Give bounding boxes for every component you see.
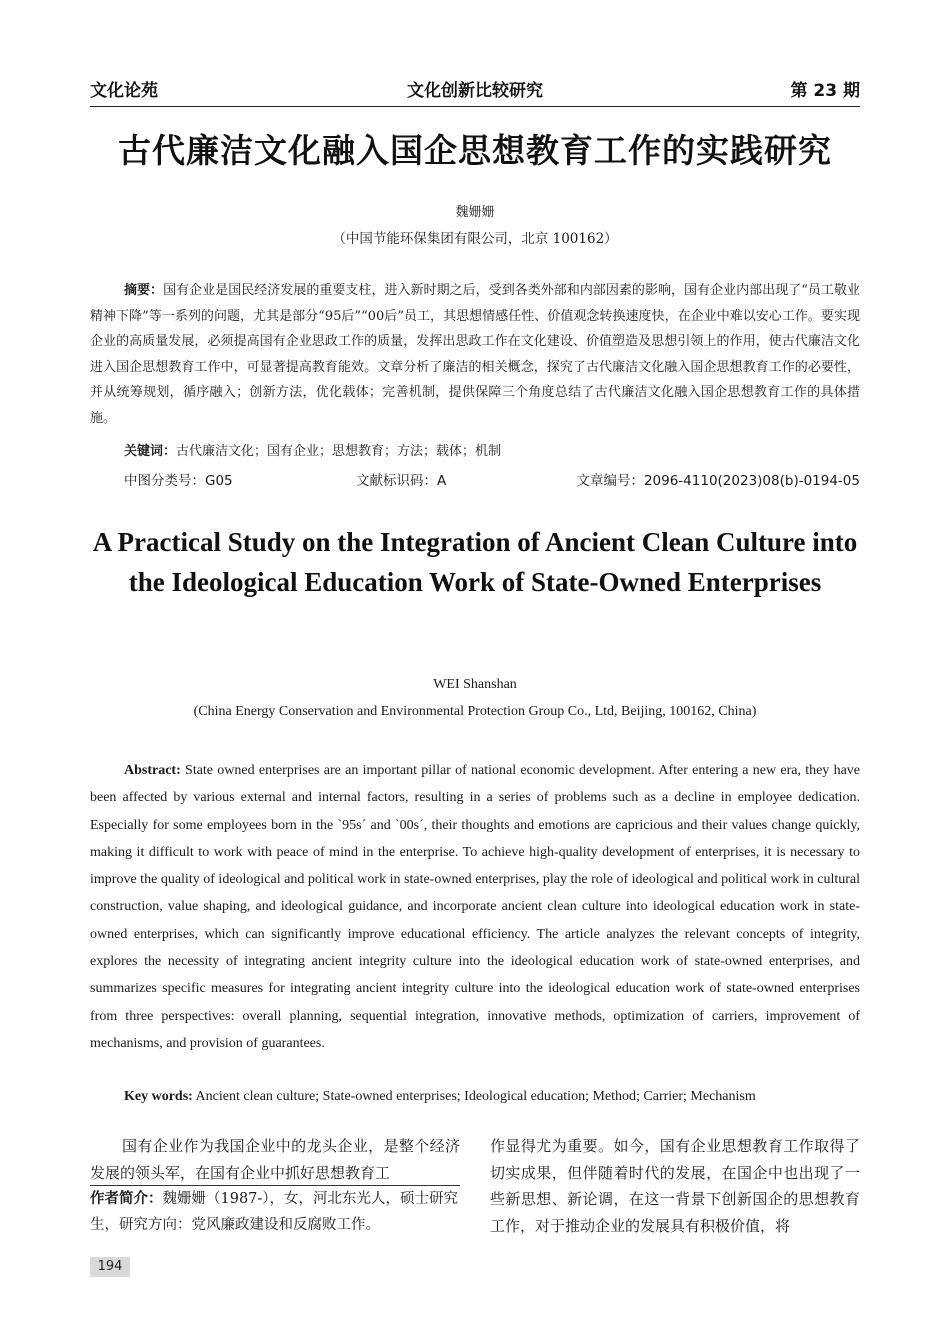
chinese-affiliation: （中国节能环保集团有限公司，北京 100162）: [332, 231, 618, 247]
footnote-text: 魏姗姗（1987-），女，河北东光人，硕士研究生，研究方向：党风廉政建设和反腐败工作。: [90, 1191, 459, 1233]
clc-number: 中图分类号：G05: [124, 473, 233, 489]
english-affiliation: (China Energy Conservation and Environmental Protection Group Co., Ltd, Beijing, 100162, China): [193, 704, 757, 719]
body-column-right: [490, 1133, 860, 1239]
english-keywords: [124, 1084, 860, 1110]
english-keywords-label: Key words:: [124, 1089, 193, 1104]
section-name: 文化论苑: [90, 81, 158, 101]
chinese-keywords-label: 关键词：: [124, 444, 177, 459]
body-column-left: [90, 1133, 460, 1186]
english-abstract-label: Abstract:: [124, 763, 181, 778]
chinese-keywords: [124, 440, 860, 464]
english-abstract-text: State owned enterprises are an important pillar of national economic development. After entering a new era, they have been affected by various external and internal factors, resulting in a series of problems such as a decline in employee dedication. Especially for some employees born in the `95s´ and `00s´, their thoughts and emotions are capricious and their values change quickly, making it difficult to work with peace of mind in the enterprise. To achieve high-quality development of enterprises, it is necessary to improve the quality of ideological and political work in state-owned enterprises, play the role of ideological and political work in cultural construction, value shaping, and ideological guidance, and incorporate ancient clean culture into ideological education work in state-owned enterprises, which can significantly improve educational efficiency. The article analyzes the relevant concepts of integrity, explores the necessity of integrating ancient integrity culture into the ideological education work of state-owned enterprises, and summarizes specific measures for integrating ancient integrity culture into the ideological education work of state-owned enterprises from three perspectives: overall planning, sequential integration, innovative methods, optimization of carriers, improvement of mechanisms, and provision of guarantees.: [90, 763, 860, 1051]
english-abstract: [90, 757, 860, 1057]
author-footnote: [90, 1186, 460, 1238]
chinese-abstract-text: 国有企业是国民经济发展的重要支柱，进入新时期之后，受到各类外部和内部因素的影响，国有企业内部出现了“员工敬业精神下降”等一系列的问题，尤其是部分“95后”“00后”员工，其思想情感任性、价值观念转换速度快，在企业中难以安心工作。要实现企业的高质量发展，必须提高国有企业思政工作的质量，发挥出思政工作在文化建设、价值塑造及思想引领上的作用，使古代廉洁文化进入国企思想教育工作中，可显著提高教育能效。文章分析了廉洁的相关概念，探究了古代廉洁文化融入国企思想教育工作的必要性，并从统筹规划，循序融入；创新方法，优化载体；完善机制，提供保障三个角度总结了古代廉洁文化融入国企思想教育工作的具体措施。: [90, 283, 860, 426]
article-number: 文章编号：2096-4110(2023)08(b)-0194-05: [576, 473, 860, 489]
document-code: 文献标识码：A: [356, 473, 447, 489]
header-rule: [90, 106, 860, 107]
body-paragraph-left: 国有企业作为我国企业中的龙头企业，是整个经济发展的领头军，在国有企业中抓好思想教育工: [90, 1137, 460, 1182]
english-author: WEI Shanshan: [433, 677, 517, 692]
footnote-label: 作者简介：: [90, 1191, 163, 1207]
chinese-keywords-text: 古代廉洁文化；国有企业；思想教育；方法；载体；机制: [176, 444, 502, 459]
chinese-abstract: [90, 278, 860, 432]
chinese-abstract-label: 摘要：: [124, 283, 164, 298]
classification-row: [124, 466, 860, 490]
page-number: 194: [90, 1257, 130, 1277]
english-title: A Practical Study on the Integration of Ancient Clean Culture into the Ideological Education Work of State-Owned Enterprises: [92, 527, 858, 597]
running-header: [90, 76, 860, 104]
chinese-author: 魏姗姗: [455, 205, 495, 220]
journal-name: 文化创新比较研究: [407, 81, 543, 101]
issue-number: 第 23 期: [790, 81, 860, 101]
body-paragraph-right: 作显得尤为重要。如今，国有企业思想教育工作取得了切实成果，但伴随着时代的发展，在国企中也出现了一些新思想、新论调，在这一背景下创新国企的思想教育工作，对于推动企业的发展具有积极价值，将: [490, 1137, 860, 1235]
chinese-title: 古代廉洁文化融入国企思想教育工作的实践研究: [118, 131, 832, 170]
english-keywords-text: Ancient clean culture; State-owned enterprises; Ideological education; Method; Carrier; Mechanism: [192, 1089, 756, 1104]
